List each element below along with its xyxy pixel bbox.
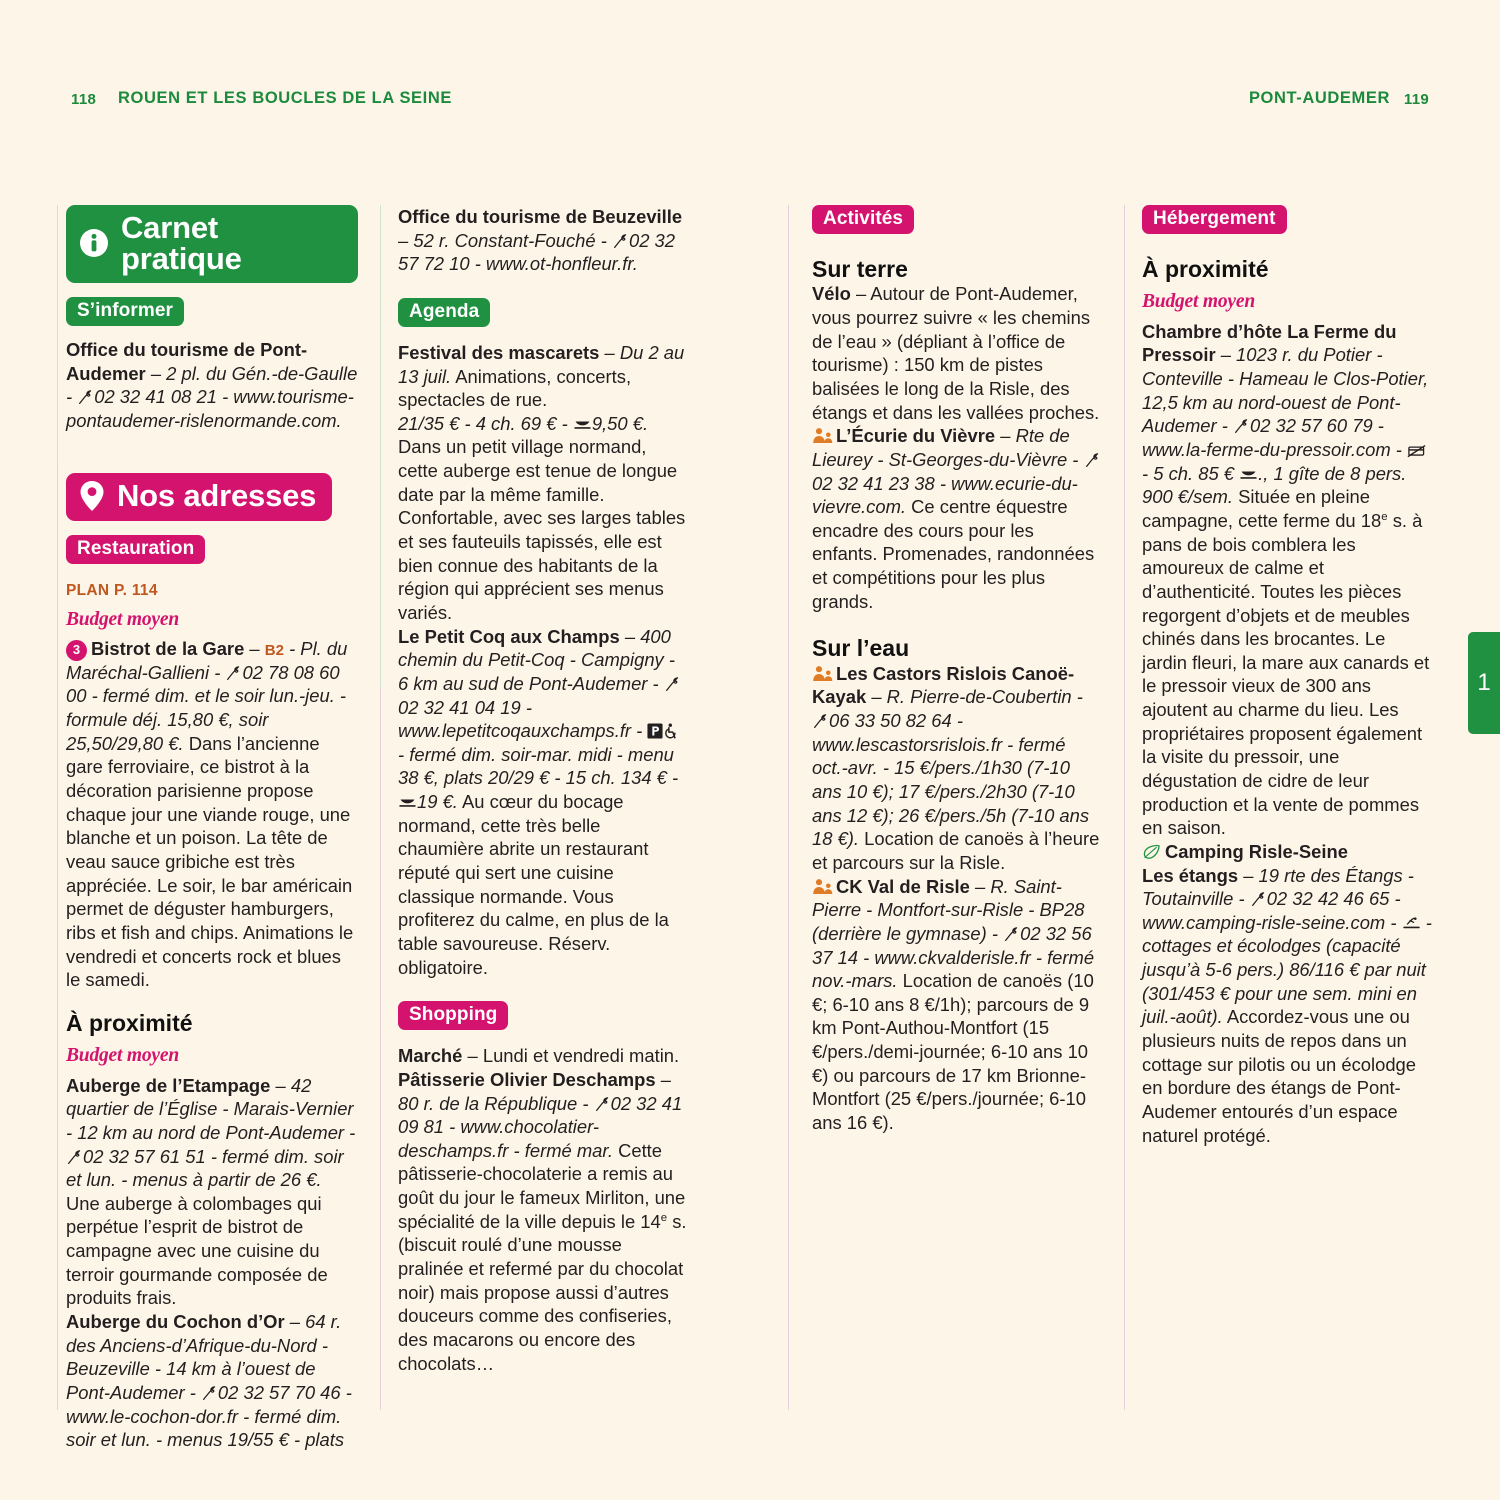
chip-shopping-wrap <box>398 1001 690 1030</box>
phone-icon <box>1003 924 1020 939</box>
entry-castors-rislois <box>812 662 1104 875</box>
chip-hebergement: Hébergement <box>1142 205 1287 234</box>
map-pin-icon <box>79 480 105 512</box>
wheelchair-access-icon <box>663 722 679 739</box>
info-icon <box>79 228 109 258</box>
entry-address-a: – 1023 r. du Potier - Conteville - Hameau le Clos-Potier, 12,5 km au nord-ouest de Pont-Audemer - <box>1142 344 1429 437</box>
breakfast-cup-icon <box>1239 463 1258 476</box>
phone-icon <box>812 711 829 726</box>
entry-address-b: - www.la-ferme-du-pressoir.com - <box>1142 415 1408 461</box>
entry-name: Bistrot de la Gare <box>91 637 245 659</box>
parking-icon <box>647 721 663 737</box>
entry-address-a: – 80 r. de la République - <box>398 1068 671 1114</box>
entry-address-b: - www.le-cochon-dor.fr - fermé dim. soir et lun. - menus 19/55 € - plats <box>66 1381 352 1451</box>
breakfast-cup-icon <box>573 413 592 426</box>
entry-address-b: - www.chocolatier-deschamps.fr - fermé mar. <box>398 1116 613 1161</box>
entry-address-c: - cottages et écolodges (capacité jusqu’à 5-6 pers.) 86/116 € par nuit (301/453 € pour une sem. mini en juil.-août). <box>1142 911 1432 1028</box>
entry-festival-mascarets <box>398 341 690 412</box>
folio-left: 118 <box>71 91 97 108</box>
column-2 <box>398 205 690 1375</box>
entry-address-a: - Pl. du Maréchal-Gallieni - <box>66 637 348 683</box>
entry-address-b: - www.ckvalderisle.fr - fermé nov.-mars. <box>812 946 1095 992</box>
entry-ecurie-du-vievre <box>812 424 1104 613</box>
entry-velo <box>812 282 1104 424</box>
column-3 <box>812 205 1104 1135</box>
entry-address-b: - fermé dim. soir et lun. - menus à partir de 26 €. <box>66 1145 344 1191</box>
entry-bistrot-de-la-gare <box>66 637 358 992</box>
family-activity-icon <box>812 664 833 681</box>
family-activity-icon <box>812 877 833 894</box>
column-rule-left <box>57 205 58 1410</box>
breakfast-cup-icon <box>398 791 417 804</box>
entry-address-c: - fermé dim. soir-mar. midi - menu 38 €, plats 20/29 € - 15 ch. 134 € - <box>398 743 679 789</box>
entry-phone: 02 32 42 46 65 <box>1266 888 1390 910</box>
column-1 <box>66 205 358 1452</box>
entry-address-a: – 19 rte des Étangs - Toutainville - <box>1142 864 1414 910</box>
entry-description: Au cœur du bocage normand, cette très belle chaumière abrite un restaurant réputé qui sert une cuisine classique normande. Vous profiterez du calme, en plus de la table savoureuse. Réserv. obligatoire. <box>398 791 669 978</box>
entry-phone: 02 32 41 23 38 <box>812 472 935 494</box>
entry-address-d: ., 1 gîte de 8 pers. 900 €/sem. <box>1142 462 1407 508</box>
entry-description: – Autour de Pont-Audemer, vous pourrez suivre « les chemins de l’eau » (dépliant à l’office de tourisme) : 150 km de pistes balisées le long de la Risle, des étangs et dans les vallées proches. <box>812 283 1100 423</box>
entry-address-a: – 64 r. des Anciens-d’Afrique-du-Nord - Beuzeville - 14 km à l’ouest de Pont-Audemer - <box>66 1311 342 1403</box>
banner-carnet-label: Carnet pratique <box>121 210 242 276</box>
entry-address-b: - www.ot-honfleur.fr. <box>469 253 638 275</box>
entry-name: Chambre d’hôte La Ferme du Pressoir <box>1142 320 1397 366</box>
column-rule-2 <box>788 205 789 1410</box>
phone-icon <box>594 1094 611 1109</box>
entry-name: Vélo <box>812 283 851 305</box>
entry-description-a: Cette pâtisserie-chocolaterie a remis au goût du jour le fameux Mirliton, une spécialité de la ville depuis le 14 <box>398 1139 686 1232</box>
subheading-a-proximite: À proximité <box>66 1009 193 1036</box>
entry-name: Camping Risle-Seine <box>1165 840 1348 862</box>
entry-camping-risle-seine <box>1142 840 1434 1147</box>
chapter-tab-label: 1 <box>1477 669 1491 696</box>
no-credit-card-icon <box>1407 440 1426 454</box>
phone-icon <box>1233 416 1250 431</box>
subheading-sur-leau: Sur l’eau <box>812 635 910 662</box>
entry-phone: 02 32 56 37 14 <box>812 922 1092 968</box>
entry-name: Les Castors Rislois Canoë-Kayak <box>812 662 1075 708</box>
chip-sinformer-wrap <box>66 297 358 326</box>
chip-restauration-wrap <box>66 535 358 564</box>
column-rule-1 <box>380 205 381 1410</box>
entry-address-b: - www.camping-risle-seine.com - <box>1142 888 1402 933</box>
entry-phone: 02 32 41 04 19 <box>398 696 521 718</box>
entry-name: Auberge du Cochon d’Or <box>66 1311 285 1333</box>
budget-label-2: Budget moyen <box>66 1045 179 1067</box>
subheading-a-proximite: À proximité <box>1142 256 1269 282</box>
entry-details-b: - www.tourisme-pontaudemer-rislenormande.com. <box>66 386 354 431</box>
budget-label-1: Budget moyen <box>66 608 179 630</box>
entry-details-a: – 2 pl. du Gén.-de-Gaulle - <box>66 362 358 408</box>
chip-sinformer: S’informer <box>66 297 184 326</box>
entry-dates: – Du 2 au 13 juil. <box>398 341 685 387</box>
banner-adresses-label: Nos adresses <box>117 478 317 514</box>
entry-address-a: – R. Saint-Pierre - Montfort-sur-Risle - BP28 (derrière le gymnase) - <box>812 875 1085 944</box>
ordinal-suffix: e <box>660 1211 668 1224</box>
entry-breakfast-price: 19 €. <box>417 791 458 813</box>
entry-description: Une auberge à colombages qui perpétue l’esprit de bistrot de campagne avec une cuisine du terroir gourmande composée de produits frais. <box>66 1192 328 1309</box>
entry-address-b: - www.lescastorsrislois.fr - fermé oct.-avr. - 15 €/pers./1h30 (7-10 ans 10 €); 17 €/pers./2h30 (7-10 ans 12 €); 26 €/pers./5h (7-10 ans 18 €). <box>812 710 1090 850</box>
column-4 <box>1142 205 1434 1147</box>
entry-patisserie-deschamps <box>398 1068 690 1375</box>
entry-name: CK Val de Risle <box>836 875 970 897</box>
entry-phone: 02 78 08 60 00 <box>66 661 340 707</box>
entry-name: L’Écurie du Vièvre <box>836 425 996 447</box>
entry-address-b: - www.ecurie-du-vievre.com. <box>812 472 1078 518</box>
entry-description-a: Située en pleine campagne, cette ferme du 18 <box>1142 486 1382 531</box>
entry-address-a: – 42 quartier de l’Église - Marais-Vernier - 12 km au nord de Pont-Audemer - <box>66 1074 356 1143</box>
phone-icon <box>66 1147 83 1162</box>
entry-phone: 02 32 41 08 21 <box>94 386 217 408</box>
entry-name: Office du tourisme de Pont-Audemer <box>66 339 308 384</box>
eco-leaf-icon <box>1142 842 1161 858</box>
running-title-left: ROUEN ET LES BOUCLES DE LA SEINE <box>118 89 452 107</box>
entry-auberge-cochon-dor <box>66 1310 358 1452</box>
column-rule-3 <box>1124 205 1125 1410</box>
phone-icon <box>664 674 681 689</box>
chip-agenda: Agenda <box>398 298 490 327</box>
entry-map-ref: B2 <box>264 641 284 659</box>
chapter-thumb-tab <box>1468 632 1500 734</box>
entry-marche <box>398 1044 690 1068</box>
entry-description-b: s. (biscuit roulé d’une mousse pralinée et refermé par du chocolat noir) mais propose aussi d’autres douceurs comme des confiseries, des macarons ou encore des chocolats… <box>398 1210 687 1374</box>
entry-auberge-etampage <box>66 1074 358 1310</box>
entry-description: Dans l’ancienne gare ferroviaire, ce bistrot à la décoration parisienne propose chaque jour une viande rouge, une blanche et un poison. La tête de veau sauce gribiche est très appréciée. Le soir, le bar américain permet de déguster hamburgers, ribs et fish and chips. Animations le vendredi et concerts rock et blues le samedi. <box>66 732 354 991</box>
entry-address-a: – R. Pierre-de-Coubertin - <box>866 686 1083 708</box>
map-number-badge: 3 <box>66 640 87 661</box>
entry-office-beuzeville <box>398 205 690 276</box>
plan-reference: PLAN P. 114 <box>66 581 158 599</box>
entry-phone: 06 33 50 82 64 <box>829 710 952 732</box>
banner-nos-adresses <box>66 473 332 521</box>
entry-dash: – <box>244 637 265 659</box>
running-title-right: PONT-AUDEMER <box>1248 89 1390 107</box>
entry-name: Auberge de l’Etampage <box>66 1074 271 1096</box>
phone-icon <box>225 663 242 678</box>
entry-phone: 02 32 57 70 46 <box>217 1381 341 1403</box>
entry-prices: 21/35 € - 4 ch. 69 € - <box>398 412 573 434</box>
chip-agenda-wrap <box>398 298 690 327</box>
running-head <box>0 88 1500 114</box>
banner-nos-adresses-wrap <box>66 473 358 521</box>
chip-hebergement-wrap <box>1142 205 1434 234</box>
entry-phone: 02 32 57 72 10 <box>398 229 676 275</box>
entry-phone: 02 32 57 60 79 <box>1249 415 1373 437</box>
phone-icon <box>1084 450 1101 465</box>
entry-description-b: s. à pans de bois comblera les amoureux de calme et d’authenticité. Toutes les pièces regorgent d’objets et de meubles chinés dans les brocantes. Le jardin fleuri, la mare aux canards et le pressoir vieux de 300 ans ajoutent au charme du lieu. Les propriétaires proposent également la visite du pressoir, une dégustation de cidre de leur production et la vente de pommes en saison. <box>1142 509 1430 839</box>
entry-breakfast-price: 9,50 €. <box>591 412 649 434</box>
entry-address-b: - www.lepetitcoqauxchamps.fr - <box>398 696 648 742</box>
budget-label: Budget moyen <box>1142 291 1255 313</box>
entry-address-c: - 5 ch. 85 € <box>1142 462 1240 484</box>
chip-restauration: Restauration <box>66 535 205 564</box>
entry-petit-coq-aux-champs <box>398 625 690 980</box>
entry-name: Marché <box>398 1045 463 1067</box>
entry-ferme-du-pressoir <box>1142 320 1434 840</box>
entry-ck-val-de-risle <box>812 875 1104 1135</box>
phone-icon <box>201 1383 218 1398</box>
entry-name: Pâtisserie Olivier Deschamps <box>398 1068 656 1090</box>
phone-icon <box>77 387 94 402</box>
chip-activites-wrap <box>812 205 1104 234</box>
family-activity-icon <box>812 426 833 443</box>
entry-description: – Lundi et vendredi matin. <box>462 1045 680 1067</box>
entry-description: Ce centre équestre encadre des cours pour les enfants. Promenades, randonnées et compétitions pour les plus grands. <box>812 496 1095 612</box>
entry-name: Festival des mascarets <box>398 341 600 363</box>
chip-activites: Activités <box>812 205 914 234</box>
entry-description: Location de canoës (10 €; 6-10 ans 8 €/1h); parcours de 9 km Pont-Authou-Montfort (15 €/pers./demi-journée; 6-10 ans 10 €) ou parcours de 17 km Brionne-Montfort (25 €/pers./journée; 6-10 ans 16 €). <box>812 970 1094 1134</box>
phone-icon <box>612 231 629 246</box>
entry-cochon-dor-continued <box>398 412 690 625</box>
entry-phone: 02 32 41 09 81 <box>398 1092 683 1138</box>
subheading-sur-terre: Sur terre <box>812 256 908 282</box>
entry-address-a: – 52 r. Constant-Fouché - <box>398 229 612 251</box>
chip-shopping: Shopping <box>398 1001 508 1030</box>
entry-address-a: – Rte de Lieurey - St-Georges-du-Vièvre - <box>812 425 1084 470</box>
banner-carnet-pratique <box>66 205 358 283</box>
entry-description: Location de canoës à l’heure et parcours sur la Risle. <box>812 828 1100 873</box>
phone-icon <box>1250 889 1267 904</box>
entry-name: Le Petit Coq aux Champs <box>398 625 620 647</box>
entry-name-2: Les étangs <box>1142 864 1239 886</box>
entry-description: Animations, concerts, spectacles de rue. <box>398 365 632 411</box>
entry-office-pont-audemer <box>66 338 358 433</box>
folio-right: 119 <box>1403 91 1429 108</box>
ordinal-suffix: e <box>1381 510 1388 523</box>
entry-name: Office du tourisme de Beuzeville <box>398 206 683 227</box>
entry-phone: 02 32 57 61 51 <box>83 1145 206 1167</box>
entry-description: Dans un petit village normand, cette auberge est tenue de longue date par la même famille. Confortable, avec ses larges tables et ses fauteuils tapissés, elle est bien connue des habitants de la région qui apprécient ses menus variés. <box>398 436 686 623</box>
entry-description: Accordez-vous une ou plusieurs nuits de repos dans un cottage sur pilotis ou un écolodge en bordure des étangs de Pont-Audemer entourés d’un espace naturel protégé. <box>1142 1006 1417 1146</box>
entry-address-b: - fermé dim. et le soir lun.-jeu. - formule déj. 15,80 €, soir 25,50/29,80 €. <box>66 685 347 754</box>
swimming-pool-icon <box>1402 913 1421 928</box>
entry-address-a: – 400 chemin du Petit-Coq - Campigny - 6 km au sud de Pont-Audemer - <box>398 625 675 694</box>
